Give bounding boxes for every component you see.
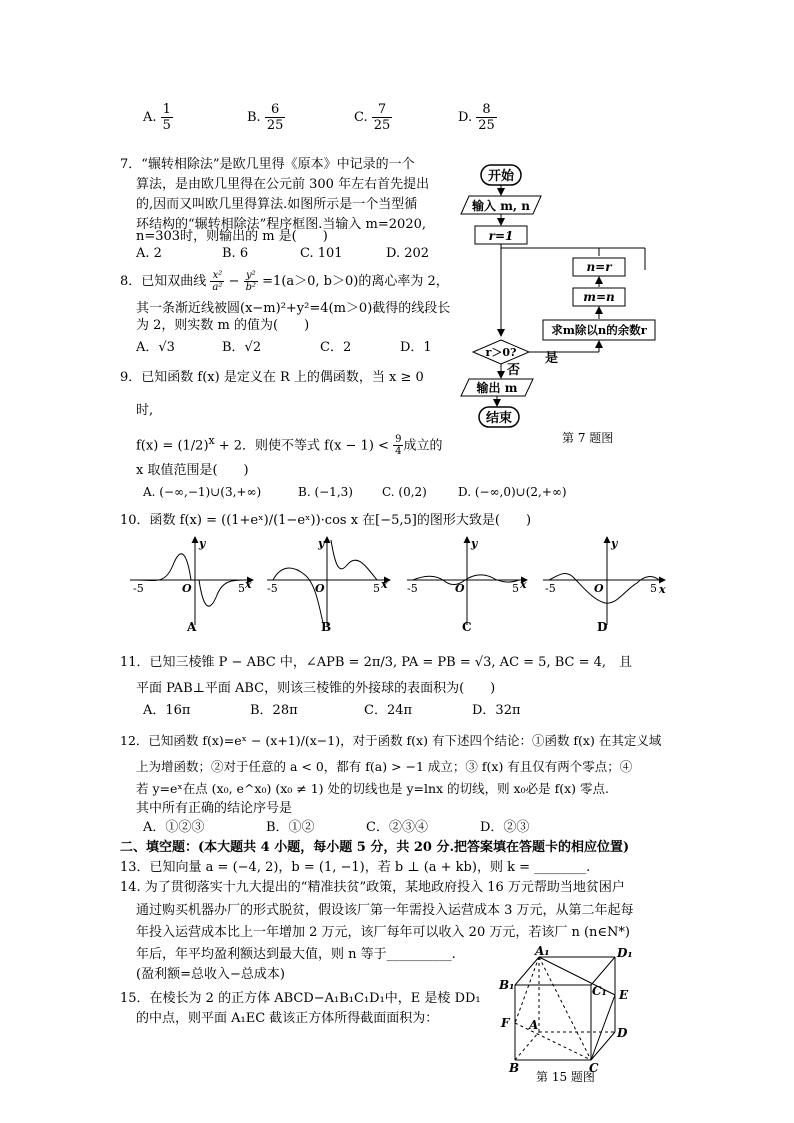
q11-option-a: A．16π (143, 703, 191, 718)
q7-figure-caption: 第 7 题图 (562, 431, 614, 445)
q10-text: 10．函数 f(x) = ((1+eˣ)/(1−eˣ))·cos x 在[−5,5]的图形大致是( ) (120, 513, 532, 528)
q15-line: 的中点，则平面 A₁EC 截该正方体所得截面面积为： (136, 1011, 439, 1026)
label-a1: A₁ (535, 945, 550, 958)
flowchart (455, 160, 665, 450)
q8-option-a: A．√3 (136, 340, 175, 355)
graph-d (543, 537, 666, 634)
q11-line2: 平面 PAB⊥平面 ABC，则该三棱锥的外接球的表面积为( ) (136, 681, 496, 696)
q14-line: 通过购买机器办厂的形式脱贫，假设该厂第一年需投入运营成本 3 万元，从第二年起每 (136, 903, 634, 918)
q12-option-a: A．①②③ (143, 820, 205, 835)
svg-text:x: x (659, 583, 666, 596)
q8-hyperbola-fraction: $\frac{\text{x²}}{\text{a²}}$ (212, 270, 223, 293)
q15-figure-caption: 第 15 题图 (536, 1070, 595, 1084)
q9-option-a: A. (−∞,−1)∪(3,+∞) (143, 485, 262, 499)
q12-line3: 若 y=eˣ在点 (x₀, e^x₀) (x₀ ≠ 1) 处的切线也是 y=lnx 的切线，则 x₀必是 f(x) 零点. (136, 781, 609, 796)
q10-graphs (125, 535, 670, 635)
cube-figure (495, 945, 645, 1075)
q12-option-c: C．②③④ (366, 820, 428, 835)
q11-option-b: B．28π (250, 703, 298, 718)
q7-option-b: B. 6 (222, 246, 249, 261)
flow-input-text: 输入 m, n (472, 199, 530, 213)
question-13: 13．已知向量 a = (−4, 2)，b = (1, −1)，若 b ⊥ (a + kb)，则 k = ________. (120, 860, 591, 875)
q6-option-b: B. $\frac{6}{25}$ (247, 102, 284, 133)
q14-line: 年投入运营成本比上一年增加 2 万元，该厂每年可以收入 20 万元，若该厂 n (n∈N*) (136, 925, 630, 940)
q8-line1: 8．已知双曲线 $\frac{\text{x²}}{\text{a²}}$ − $\frac{\text{y²}}{\text{b²}}$ =1(a＞0, b＞0)的离心率为 2， (120, 270, 449, 293)
label-d: D (617, 1026, 628, 1040)
q12-line4: 其中所有正确的结论序号是 (136, 801, 293, 816)
svg-text:y: y (318, 537, 325, 550)
svg-text:5: 5 (650, 582, 657, 595)
label-d1: D₁ (617, 946, 633, 960)
label-c: C (589, 1061, 599, 1075)
q7-line: n=303时，则输出的 m 是( ) (136, 229, 328, 244)
label-c1: C₁ (592, 984, 607, 998)
segment-ec (591, 995, 615, 1060)
q8-option-b: B．√2 (222, 340, 262, 355)
q12-option-d: D．②③ (480, 820, 530, 835)
q15-line: 15．在棱长为 2 的正方体 ABCD−A₁B₁C₁D₁中，E 是棱 DD₁ (120, 991, 481, 1006)
q9-line2: 时, (136, 403, 154, 418)
svg-text:y: y (199, 537, 206, 550)
edge-cd (591, 1032, 615, 1060)
svg-text:-5: -5 (133, 582, 144, 595)
q14-line: (盈利额=总收入−总成本) (136, 967, 285, 982)
q7-option-d: D. 202 (386, 246, 430, 261)
svg-text:O: O (455, 582, 465, 595)
edge-c1d1 (591, 957, 615, 985)
flow-end-text: 结束 (485, 411, 513, 426)
section-2-heading: 二、填空题：(本大题共 4 小题，每小题 5 分，共 20 分.把答案填在答题卡的相应位置) (120, 840, 630, 855)
q12-option-b: B．①② (266, 820, 315, 835)
q8-option-c: C．2 (320, 340, 352, 355)
edge-ba (515, 1032, 539, 1060)
flow-output-text: 输出 m (476, 381, 518, 395)
q8-option-d: D．1 (400, 340, 432, 355)
flow-assign-m-text: m=n (583, 290, 615, 304)
svg-text:O: O (594, 582, 604, 595)
q14-line: 14. 为了贯彻落实十九大提出的“精准扶贫”政策，某地政府投入 16 万元帮助当地贫困户 (120, 880, 625, 895)
flow-yes-label: 是 (545, 351, 559, 366)
graph-b (267, 537, 390, 634)
q6-option-d: D. $\frac{8}{25}$ (458, 102, 495, 133)
q7-line: 算法，是由欧几里得在公元前 300 年左右首先提出 (136, 177, 430, 192)
q6-option-c: C. $\frac{7}{25}$ (354, 102, 391, 133)
svg-text:-5: -5 (407, 582, 418, 595)
q9-line1: 9．已知函数 f(x) 是定义在 R 上的偶函数，当 x ≥ 0 (120, 370, 424, 385)
flow-init-text: r=1 (488, 229, 514, 243)
svg-text:5: 5 (238, 582, 245, 595)
flow-condition-text: r＞0? (485, 346, 517, 359)
segment-fc (515, 1023, 591, 1060)
q7-line: 7．“辗转相除法”是欧几里得《原本》中记录的一个 (120, 157, 415, 172)
graph-c (407, 537, 527, 634)
svg-text:x: x (245, 578, 252, 591)
q7-option-a: A. 2 (136, 246, 162, 261)
graph-c-label: C (462, 620, 472, 634)
q14-line: 年后，年平均盈利额达到最大值，则 n 等于__________. (136, 947, 456, 962)
segment-a1c (539, 957, 591, 1060)
q9-line4: x 取值范围是( ) (136, 463, 249, 478)
q8-line3: 为 2，则实数 m 的值为( ) (136, 318, 310, 333)
svg-text:x: x (381, 578, 388, 591)
label-a: A (529, 1018, 539, 1032)
svg-text:5: 5 (373, 582, 380, 595)
flow-remainder-text: 求m除以n的余数r (551, 323, 647, 337)
svg-text:5: 5 (512, 582, 519, 595)
q12-line2: 上为增函数；②对于任意的 a < 0，都有 f(a) > −1 成立；③ f(x) 有且仅有两个零点；④ (136, 759, 633, 774)
q7-option-c: C. 101 (300, 246, 343, 261)
label-f: F (501, 1016, 510, 1030)
q7-line: 环结构的“辗转相除法”程序框图.当输入 m=2020, (136, 217, 426, 232)
graph-d-label: D (597, 620, 608, 634)
q9-option-b: B. (−1,3) (298, 485, 353, 499)
flow-start-text: 开始 (487, 169, 515, 184)
svg-text:O: O (315, 582, 325, 595)
svg-text:x: x (520, 578, 527, 591)
svg-text:y: y (471, 537, 478, 550)
q8-line2: 其一条渐近线被圆(x−m)²+y²=4(m＞0)截得的线段长 (136, 301, 451, 316)
q9-option-d: D. (−∞,0)∪(2,+∞) (458, 485, 567, 499)
graph-b-label: B (321, 620, 332, 634)
svg-text:-5: -5 (267, 582, 278, 595)
graph-a-label: A (187, 620, 197, 634)
graph-a (130, 537, 253, 634)
svg-text:O: O (182, 582, 192, 595)
q9-option-c: C. (0,2) (382, 485, 427, 499)
segment-a1f (515, 957, 539, 1023)
svg-text:y: y (611, 537, 618, 550)
svg-text:-5: -5 (545, 582, 556, 595)
flow-assign-n-text: n=r (586, 260, 612, 274)
label-e: E (619, 988, 629, 1002)
q6-option-a: A. $\frac{1}{5}$ (143, 102, 171, 133)
q12-line1: 12．已知函数 f(x)=eˣ − (x+1)/(x−1)，对于函数 f(x) 有下述四个结论：①函数 f(x) 在其定义域 (120, 733, 662, 748)
label-b: B (509, 1061, 520, 1075)
label-b1: B₁ (499, 978, 515, 992)
q9-line3: $f(x) = (1/2)^x + 2$．则使不等式 f(x − 1) < $\frac{9}{4}$ 成立的 (136, 434, 443, 458)
q11-option-c: C．24π (364, 703, 413, 718)
q7-line: 的,因而又叫欧几里得算法.如图所示是一个当型循 (136, 197, 418, 212)
q11-line1: 11．已知三棱锥 P − ABC 中，∠APB = 2π/3, PA = PB = √3, AC = 5, BC = 4, 且 (120, 655, 633, 670)
flow-no-label: 否 (507, 363, 521, 378)
q11-option-d: D．32π (472, 703, 521, 718)
edge-b1a1 (515, 957, 539, 985)
